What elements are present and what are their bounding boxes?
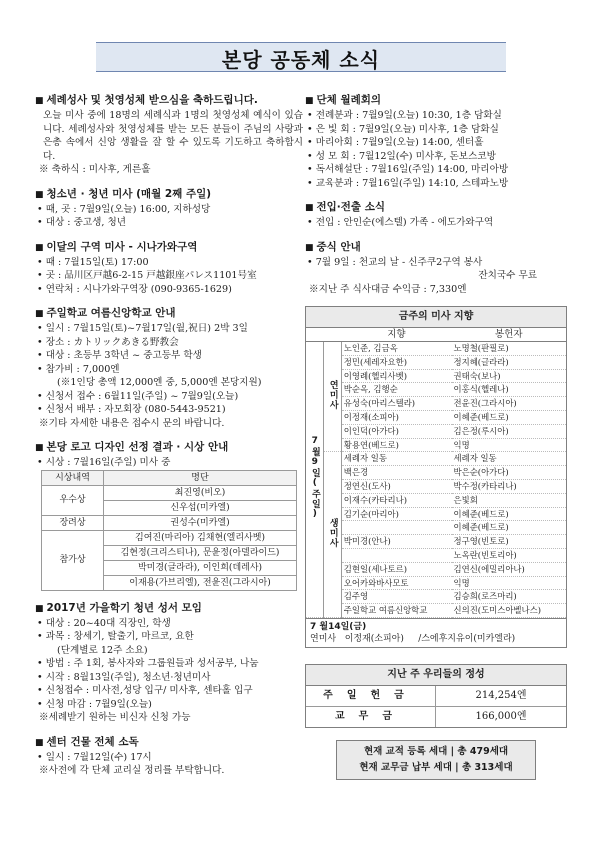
lunch-section [305, 240, 567, 297]
list-subnote: (※1인당 총액 12,000엔 중, 5,000엔 본당지원) [57, 377, 262, 388]
list-item: • 신청 마감 : 7월9일(오늘) [37, 698, 152, 710]
offerer-cell: 정지혜(글라라) [452, 355, 566, 369]
meetings-section [305, 93, 567, 190]
mass-footer [306, 618, 566, 647]
offering-value: 214,254엔 [475, 689, 527, 701]
list-item: • 시작 : 8월13일(주일), 청소년·청년미사 [37, 671, 211, 683]
intention-cell: 오어카와바사모토 [341, 576, 451, 590]
section-heading: 청소년 · 청년 미사 (매월 2째 주일) [46, 187, 212, 200]
section-heading: 전입·전출 소식 [316, 201, 386, 213]
offerer-cell: 이혜준(베드로) [452, 521, 566, 535]
mass-group-label: 생미사 [327, 517, 338, 548]
mass-intention-title: 금주의 미사 지향 [306, 307, 566, 328]
household-stat: 현재 교무금 납부 세대 | 총 313세대 [359, 761, 513, 773]
section-note: ※사전에 각 단체 교리실 정리를 부탁합니다. [39, 765, 225, 776]
list-item: • 참가비 : 7,000엔 [37, 363, 120, 375]
award-names: 권성수(미카엘) [104, 515, 297, 530]
intention-cell: 주일학교 여름신앙학교 [341, 604, 451, 618]
offerer-cell: 노명철(판필로) [452, 342, 566, 356]
mass-intention-row [306, 355, 566, 369]
mass-intention-row [306, 342, 566, 356]
section-heading: 센터 건물 전체 소독 [46, 735, 139, 748]
household-stats-box [336, 740, 536, 780]
list-item: • 성 모 회 : 7월12일(수) 미사후, 돈보스코방 [307, 150, 496, 162]
square-bullet-icon: ■ [35, 443, 44, 453]
list-item: • 신청서 배부 : 자모회장 (080-5443-9521) [37, 404, 226, 415]
list-item: • 전례분과 : 7월9일(오늘) 10:30, 1층 담화실 [307, 110, 502, 121]
intention-cell: 이인덕(아가다) [341, 424, 451, 438]
list-item: • 때, 곳 : 7월9일(오늘) 16:00, 지하성당 [37, 203, 211, 215]
award-table [41, 470, 297, 591]
offerer-cell: 권태숙(보나) [452, 369, 566, 383]
section-note: ※기타 자세한 내용은 접수시 문의 바랍니다. [39, 417, 225, 429]
intention-cell: 이정재(소피아) [341, 410, 451, 424]
offerer-cell: 신의진(도미스아벨나스) [452, 604, 566, 618]
list-item: • 대상 : 20~40대 직장인, 학생 [37, 617, 171, 629]
list-item: • 독서해설단 : 7월16일(주일) 14:00, 마리아방 [307, 164, 509, 175]
footer-label: 연미사 [310, 633, 337, 644]
offerer-cell: 정구영(빈토로) [452, 535, 566, 549]
mass-intention-row [306, 424, 566, 438]
section-heading: 세례성사 및 첫영성체 받으심을 축하드립니다. [46, 94, 258, 106]
offering-title: 지난 주 우리들의 정성 [306, 665, 566, 686]
square-bullet-icon: ■ [305, 96, 314, 106]
disinfection-section [35, 735, 303, 778]
list-item: • 시상 : 7월16일(주일) 미사 중 [37, 457, 171, 468]
intention-cell: 유성숙(마리스텔라) [341, 397, 451, 411]
offerer-cell: 김승희(로즈마리) [452, 590, 566, 604]
section-heading: 이달의 구역 미사 - 시나가와구역 [46, 240, 198, 253]
logo-contest-section [35, 440, 303, 591]
column-header: 시상내역 [42, 470, 104, 485]
intention-cell: 김주영 [341, 590, 451, 604]
intention-cell [341, 548, 451, 562]
mass-intention-row [306, 383, 566, 397]
district-mass-section [35, 240, 303, 297]
list-item: • 과목 : 창세기, 탈출기, 마르코, 요한 [37, 631, 194, 642]
mass-intention-box [305, 306, 567, 648]
youth-mass-section [35, 187, 303, 230]
mass-date [306, 342, 323, 618]
square-bullet-icon: ■ [35, 242, 44, 253]
square-bullet-icon: ■ [305, 203, 314, 213]
mass-intention-row [306, 369, 566, 383]
section-note: ※세례받기 원하는 비신자 신청 가능 [39, 712, 191, 723]
section-heading: 중식 안내 [316, 240, 361, 253]
award-category: 우수상 [42, 485, 104, 515]
list-item: • 일시 : 7월12일(수) 17시 [37, 751, 152, 763]
intention-cell: 박순옥, 김행순 [341, 383, 451, 397]
offerer-cell: 김연신(에밀리아나) [452, 562, 566, 576]
square-bullet-icon: ■ [35, 737, 44, 748]
lunch-menu: 잔치국수 무료 [478, 270, 537, 281]
offerer-cell: 은빛회 [452, 493, 566, 507]
offerer-cell: 박은순(아가다) [452, 466, 566, 480]
left-column [35, 93, 303, 788]
offerer-cell: 전윤진(그라시아) [452, 397, 566, 411]
mass-intention-row [306, 562, 566, 576]
intention-cell: 정민(세레자요한) [341, 355, 451, 369]
list-item: • 7월 9일 : 천교의 날 - 신주쿠2구역 봉사 [307, 256, 483, 268]
offerer-cell: 이혜준(베드로) [452, 507, 566, 521]
list-item: • 연락처 : 시나가와구역장 (090-9365-1629) [37, 283, 232, 295]
page-title: 본당 공동체 소식 [221, 48, 381, 72]
mass-intention-row [306, 590, 566, 604]
intention-cell: 이재수(카타리나) [341, 493, 451, 507]
mass-intention-row [306, 410, 566, 424]
intention-cell [341, 521, 451, 535]
footer-offerer: /스에후지유이(미카엘라) [418, 633, 516, 644]
award-names: 신우섭(미카엘) [104, 500, 297, 515]
section-note: ※ 축하식 : 미사후, 게른홀 [39, 164, 151, 175]
summer-school-section [35, 306, 303, 430]
intention-cell: 이영례(헬리사벳) [341, 369, 451, 383]
bible-study-section [35, 601, 303, 725]
award-names: 이재용(가브리엘), 전윤진(그라시아) [104, 575, 297, 590]
mass-intention-row [306, 452, 566, 466]
baptism-section [35, 93, 303, 177]
mass-intention-row [306, 479, 566, 493]
award-names: 김여진(마리아) 김채현(엘리사벳) [104, 530, 297, 545]
list-item: • 곳 : 品川区戸越6-2-15 戸越銀座パレス1101号室 [37, 270, 257, 281]
award-names: 박미경(글라라), 이인희(데레사) [104, 560, 297, 575]
offering-row [306, 686, 566, 707]
offerer-cell: 박수정(카타리나) [452, 479, 566, 493]
footer-intention: 이정재(소피아) [344, 633, 404, 644]
mass-intention-row [306, 438, 566, 452]
mass-intention-row [306, 535, 566, 549]
requiem-mass-group [323, 342, 341, 452]
square-bullet-icon: ■ [35, 96, 44, 106]
offering-box [305, 664, 567, 728]
square-bullet-icon: ■ [35, 309, 44, 319]
living-mass-group [323, 452, 341, 618]
mass-intention-row [306, 397, 566, 411]
list-item: • 신청접수 : 미사전,성당 입구/ 미사후, 센타홀 입구 [37, 685, 253, 696]
mass-intention-row [306, 604, 566, 618]
column-header: 지향 [341, 328, 451, 342]
offerer-cell: 노옥란(빈토리아) [452, 548, 566, 562]
list-item: • 대상 : 초등부 3학년 ~ 중고등부 학생 [37, 350, 202, 361]
mass-intention-row [306, 493, 566, 507]
list-item: • 신청서 접수 : 6월11일(주일) ~ 7월9일(오늘) [37, 390, 239, 402]
section-heading: 단체 월례회의 [316, 94, 382, 106]
list-item: • 교육분과 : 7월16일(주일) 14:10, 스테파노방 [307, 177, 509, 189]
mass-date-label: 7월9일(주일) [309, 435, 320, 520]
intention-cell: 백은경 [341, 466, 451, 480]
square-bullet-icon: ■ [305, 242, 314, 253]
mass-intention-row [306, 576, 566, 590]
column-header: 명단 [104, 470, 297, 485]
mass-intention-row [306, 507, 566, 521]
offerer-cell: 이혜준(베드로) [452, 410, 566, 424]
intention-cell: 노인준, 김금옥 [341, 342, 451, 356]
award-names: 최진영(비오) [104, 485, 297, 500]
right-column [305, 93, 567, 780]
offering-label: 주일헌금 [306, 686, 436, 706]
award-category: 장려상 [42, 515, 104, 530]
offerer-cell: 김은정(루시아) [452, 424, 566, 438]
intention-cell: 김기순(마리아) [341, 507, 451, 521]
mass-intention-row [306, 548, 566, 562]
list-item: • 장소 : カトリックあきる野教会 [37, 336, 179, 348]
list-item: • 때 : 7월15일(토) 17:00 [37, 256, 149, 268]
list-subnote: (단계별로 12주 소요) [57, 644, 148, 656]
intention-cell: 황용연(베드로) [341, 438, 451, 452]
column-header: 봉헌자 [452, 328, 566, 342]
household-stat: 현재 교적 등록 세대 | 총 479세대 [363, 745, 509, 757]
award-names: 김현정(크리스티나), 문윤정(아델라이드) [104, 545, 297, 560]
offering-value: 166,000엔 [475, 710, 527, 722]
award-category: 참가상 [42, 530, 104, 590]
intention-cell: 정연신(도사) [341, 479, 451, 493]
offering-row [306, 707, 566, 727]
list-item: • 은 빛 회 : 7월9일(오늘) 미사후, 1층 담화실 [307, 123, 499, 135]
offerer-cell: 익명 [452, 438, 566, 452]
offering-label: 교무금 [306, 707, 436, 727]
list-item: • 전입 : 안인순(에스텔) 가족 - 에도가와구역 [307, 217, 494, 228]
section-note: ※지난 주 식사대금 수익금 : 7,330엔 [309, 283, 467, 295]
offerer-cell: 이홍식(헬레나) [452, 383, 566, 397]
mass-intention-row [306, 521, 566, 535]
section-text: 오늘 미사 중에 18명의 세례식과 1명의 첫영성체 예식이 있습니다. 세례성사와 첫영성체를 받는 모든 분들이 주님의 사랑과 은총 속에서 신앙 생활을 잘 할 수 있도록 기도하고 축하합시다. [43, 110, 303, 162]
list-item: • 대상 : 중고생, 청년 [37, 217, 127, 228]
mass-intention-table [306, 328, 566, 618]
list-item: • 방법 : 주 1회, 봉사자와 그룹원들과 성서공부, 나눔 [37, 658, 259, 669]
footer-date: 7 월14일(금) [310, 621, 367, 632]
section-heading: 2017년 가을학기 청년 성서 모임 [46, 601, 202, 614]
mass-intention-row [306, 466, 566, 480]
intention-cell: 김현일(세나토르) [341, 562, 451, 576]
square-bullet-icon: ■ [35, 603, 44, 614]
transfer-section [305, 200, 567, 230]
section-heading: 본당 로고 디자인 선정 결과 · 시상 안내 [46, 441, 229, 453]
square-bullet-icon: ■ [35, 189, 44, 200]
mass-group-label: 연미사 [327, 379, 338, 410]
offerer-cell: 익명 [452, 576, 566, 590]
intention-cell: 박미경(안나) [341, 535, 451, 549]
list-item: • 일시 : 7월15일(토)~7월17일(월,祝日) 2박 3일 [37, 323, 248, 334]
list-item: • 마리아회 : 7월9일(오늘) 14:00, 센터홀 [307, 137, 484, 148]
mass-intention-rows [306, 342, 566, 618]
intention-cell: 세례자 일동 [341, 452, 451, 466]
offerer-cell: 세례자 일동 [452, 452, 566, 466]
section-heading: 주일학교 여름신앙학교 안내 [46, 307, 176, 319]
